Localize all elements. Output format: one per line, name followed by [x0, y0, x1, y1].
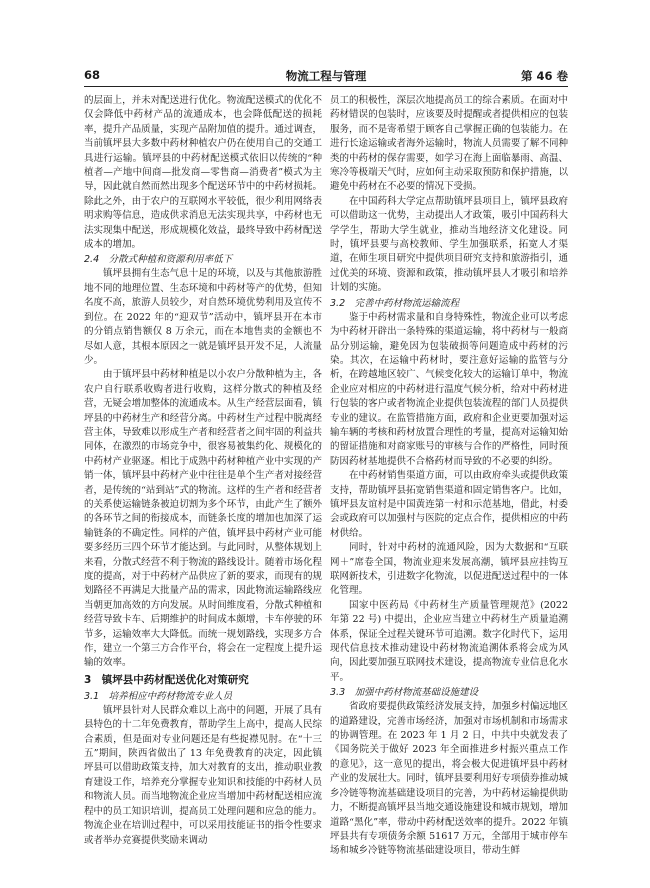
paragraph: 在中国药科大学定点帮助镇坪县项目上，镇坪县政府可以借助这一优势，主动提出人才政策，吸引中国药科大学学生，帮助大学生就业，推动当地经济文化建设。同时，镇坪县要与高校教师、学生加强联系，拓宽人才渠道，在师生项目研究中提供项目研究支持和旅游指引，通过优美的环境、资源和政策，推动镇坪县人才吸引和培养计划的实施。: [330, 195, 568, 294]
paragraph: 员工的积极性，深层次地提高员工的综合素质。在面对中药材错误的包装时，应该要及时提醒或者提供相应的包装服务，而不是寄希望于顾客自己掌握正确的包装能力。在进行长途运输或者海外运输时，物流人员需要了解不同种类的中药材的保存需要，如学习在海上面临暴雨、高温、寒冷等极端天气时，应如何主动采取预防和保护措施，以避免中药材在不必要的情况下受损。: [330, 95, 568, 193]
paragraph: 由于镇坪县中药材种植是以小农户分散种植为主，各农户自行联系收购者进行收购，这样分散式的种植及经营，无疑会增加整体的流通成本。从生产经营层面看，镇坪县的中药材生产和经营分离。中药材生产过程中脱离经营主体，导致难以形成生产者和经营者之间牢固的利益共同体，在激烈的市场竞争中，很容易被集约化、规模化的中药材产业驱逐。相比于成熟中药材种植产业中实现的产销一体，镇坪县中药材产业中往往是单个生产者对接经营者，是传统的“站到站”式的物流。这样的生产者和经营者的关系使运输链条被迫切割为多个环节，由此产生了额外的各环节之间的衔接成本，而链条长度的增加也加深了运输链条的不确定性。同样的产值，镇坪县中药材产业可能要多经历三四个环节才能达到。与此同时，从整体规划上来看，分散式经营不利于物流的路线设计。随着市场化程度的提高，对于中药材产品供应了新的要求，而现有的规划路径不再满足大批量产品的需求，因此物流运输路线应当朝更加高效的方向发展。从时间维度看，分散式种植和经营导致卡车、后期维护的时间成本颇增，卡车停驶的环节多，运输效率大大降低。而统一规划路线，实现多方合作，建立一个第三方合作平台，将会在一定程度上提升运输的效率。: [84, 369, 322, 669]
paragraph: 镇坪县针对人民群众难以上高中的问题，开展了具有县特色的十二年免费教育，帮助学生上高中，提高人民综合素质，但是面对专业问题还是有些捉襟见肘。在“十三五”期间，陕西省做出了 13 年免费教育的决定，因此镇坪县可以借助政策支持，加大对教育的支出，推动职业教育建设工作，培养充分掌握专业知识和技能的中药材人员和物流人员。而当地物流企业应当增加中药材配送相应流程中的员工知识培训，提高员工处理问题和应急的能力。物流企业在培训过程中，可以采用技能证书的指令性要求或者举办竞赛提供奖励来调动: [84, 704, 322, 846]
subsection-heading: 2.4 分散式种植和资源利用率低下: [84, 254, 233, 266]
paragraph: 同时，针对中药材的流通风险，因为大数据和“互联网＋”席卷全国，物流业迎来发展高潮，镇坪县应挂钩互联网新技术，引进数字化物流，以促进配送过程中的一体化管理。: [330, 542, 568, 597]
paragraph: 镇坪县拥有生态气息十足的环境，以及与其他旅游胜地不同的地理位置、生态环境和中药材等产的优势，但知名度不高，旅游人员较少，对自然环境优势利用及宣传不到位。在 2022 年的“迎双节”活动中，镇坪县开在本市的分销点销售额仅 8 万余元，而在本地售卖的金额也不尽如人意，其根本原因之一就是镇坪县开发不足，人流量少。: [84, 268, 322, 366]
section-heading: 3 镇坪县中药材配送优化对策研究: [84, 673, 249, 686]
subsection-heading: 3.1 培养相应中药材物流专业人员: [84, 690, 233, 702]
paragraph: 的层面上，并未对配送进行优化。物流配送模式的优化不仅会降低中药材产品的流通成本，也会降低配送的损耗率，提升产品质量，实现产品附加值的提升。通过调查，当前镇坪县大多数中药材种植农户仍在使用自己的交通工具进行运输。镇坪县的中药材配送模式依旧以传统的“种植者—产地中间商—批发商—零售商—消费者”模式为主导，因此就自然而然出现多个配送环节中的中药材损耗。除此之外，由于农户的互联网水平较低，很少利用网络表明求购等信息，造成供求消息无法实现共享，中药材也无法实现集中配送，形成规模化效益，最终导致中药材配送成本的增加。: [84, 95, 322, 251]
paragraph: 国家中医药局《中药材生产质量管理规范》(2022 年第 22 号) 中提出，企业应当建立中药材生产质量追溯体系，保证全过程关键环节可追溯。数字化时代下，运用现代信息技术推动建设中药材物流追溯体系将会成为风向，因此要加强互联网技术建设，提高物流专业信息化水平。: [330, 599, 568, 683]
subsection-heading: 3.3 加强中药材物流基础设施建设: [330, 687, 479, 699]
paragraph: 鉴于中药材需求量和自身特殊性，物流企业可以考虑为中药材开辟出一条特殊的渠道运输，将中药材与一般商品分别运输，避免因为包装破损等问题造成中药材的污染。其次，在运输中药材时，要注意好运输的监管与分析，在跨越地区较广、气候变化较大的运输订单中，物流企业应对相应的中药材进行温度气候分析，给对中药材进行包装的客户或者物流企业提供包装流程的部门人员提供专业的建议。在监管措施方面，政府和企业更要加强对运输车辆的考核和药材放置合理性的考量，提高对运输知始的留证措施和对商家账号的审核与合作的严格性，同时预防因药材基地提供不合格药材而导致的不必要的纠纷。: [330, 311, 568, 467]
journal-title: 物流工程与管理: [285, 69, 367, 83]
right-column: [330, 94, 568, 874]
paragraph: 省政府要提供政策经济发展支持，加强乡村偏远地区的道路建设，完善市场经济，加强对市场机制和市场需求的协调管理。在 2023 年 1 月 2 日，中共中央就发表了《国务院关于做好 2023 年全面推进乡村振兴重点工作的意见》，这一意见的提出，将会极大促进镇坪县中药材产业的发展壮大。同时，镇坪县要利用好专项债券推动城乡冷链等物流基础建设项目的完善，为中药材运输提供助力，不断提高镇坪县当地交通设施建设和城市规划，增加道路“黑化”率，带动中药材配送效率的提升。2022 年镇坪县共有专项债务余额 51617 万元，全部用于城市停车场和城乡冷链等物流基础建设项目，带动生鲜: [330, 701, 568, 857]
volume-label: 第 46 卷: [520, 69, 568, 83]
subsection-heading: 3.2 完善中药材物流运输流程: [330, 297, 460, 309]
page-number: 68: [84, 68, 101, 82]
paragraph: 在中药材销售渠道方面，可以由政府牵头或提供政策支持，帮助镇坪县拓宽销售渠道和固定销售客户。比如，镇坪县友谊村是中国黄连第一村和示范基地，借此，村委会或政府可以加强村与医院的定点合作，提供相应的中药材供给。: [330, 470, 568, 539]
left-column: [84, 94, 322, 874]
page-header: [84, 66, 568, 87]
